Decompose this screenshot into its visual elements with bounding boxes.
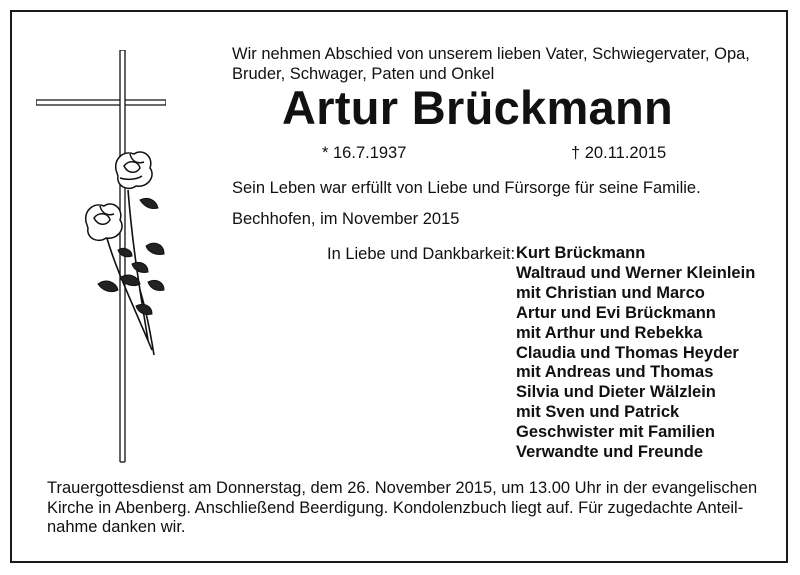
service-line-1: Trauergottesdienst am Donnerstag, dem 26. November 2015, um 13.00 Uhr in der evangelischen <box>47 479 758 497</box>
mourner-line: mit Arthur und Rebekka <box>516 323 703 342</box>
mourner-line: mit Sven und Patrick <box>516 403 680 422</box>
deceased-name: Artur Brückmann <box>282 81 674 134</box>
thanks-label: In Liebe und Dankbarkeit: <box>327 245 516 263</box>
service-notice <box>47 479 757 538</box>
mourner-line: mit Christian und Marco <box>516 283 705 302</box>
mourner-line: Kurt Brückmann <box>516 244 646 262</box>
birth-date: * 16.7.1937 <box>322 144 407 162</box>
mourners-list <box>516 244 755 463</box>
mourner-line: Silvia und Dieter Wälzlein <box>516 383 716 402</box>
service-line-3: nahme danken wir. <box>47 518 186 536</box>
mourner-line: Geschwister mit Familien <box>516 423 715 442</box>
mourner-line: Waltraud und Werner Kleinlein <box>516 263 756 282</box>
intro-line-2: Bruder, Schwager, Paten und Onkel <box>232 65 495 83</box>
service-line-2: Kirche in Abenberg. Anschließend Beerdigung. Kondolenzbuch liegt auf. Für zugedachte Anteil- <box>47 498 744 517</box>
tribute-text: Sein Leben war erfüllt von Liebe und Fürsorge für seine Familie. <box>232 179 701 197</box>
mourner-line: Verwandte und Freunde <box>516 443 704 462</box>
intro-line-1: Wir nehmen Abschied von unserem lieben Vater, Schwiegervater, Opa, <box>232 45 750 63</box>
death-date: † 20.11.2015 <box>571 144 667 162</box>
cross-with-rose-icon <box>36 50 166 470</box>
mourner-line: Artur und Evi Brückmann <box>516 303 716 322</box>
mourner-line: mit Andreas und Thomas <box>516 363 714 382</box>
place-date: Bechhofen, im November 2015 <box>232 210 460 228</box>
mourner-line: Claudia und Thomas Heyder <box>516 343 739 362</box>
